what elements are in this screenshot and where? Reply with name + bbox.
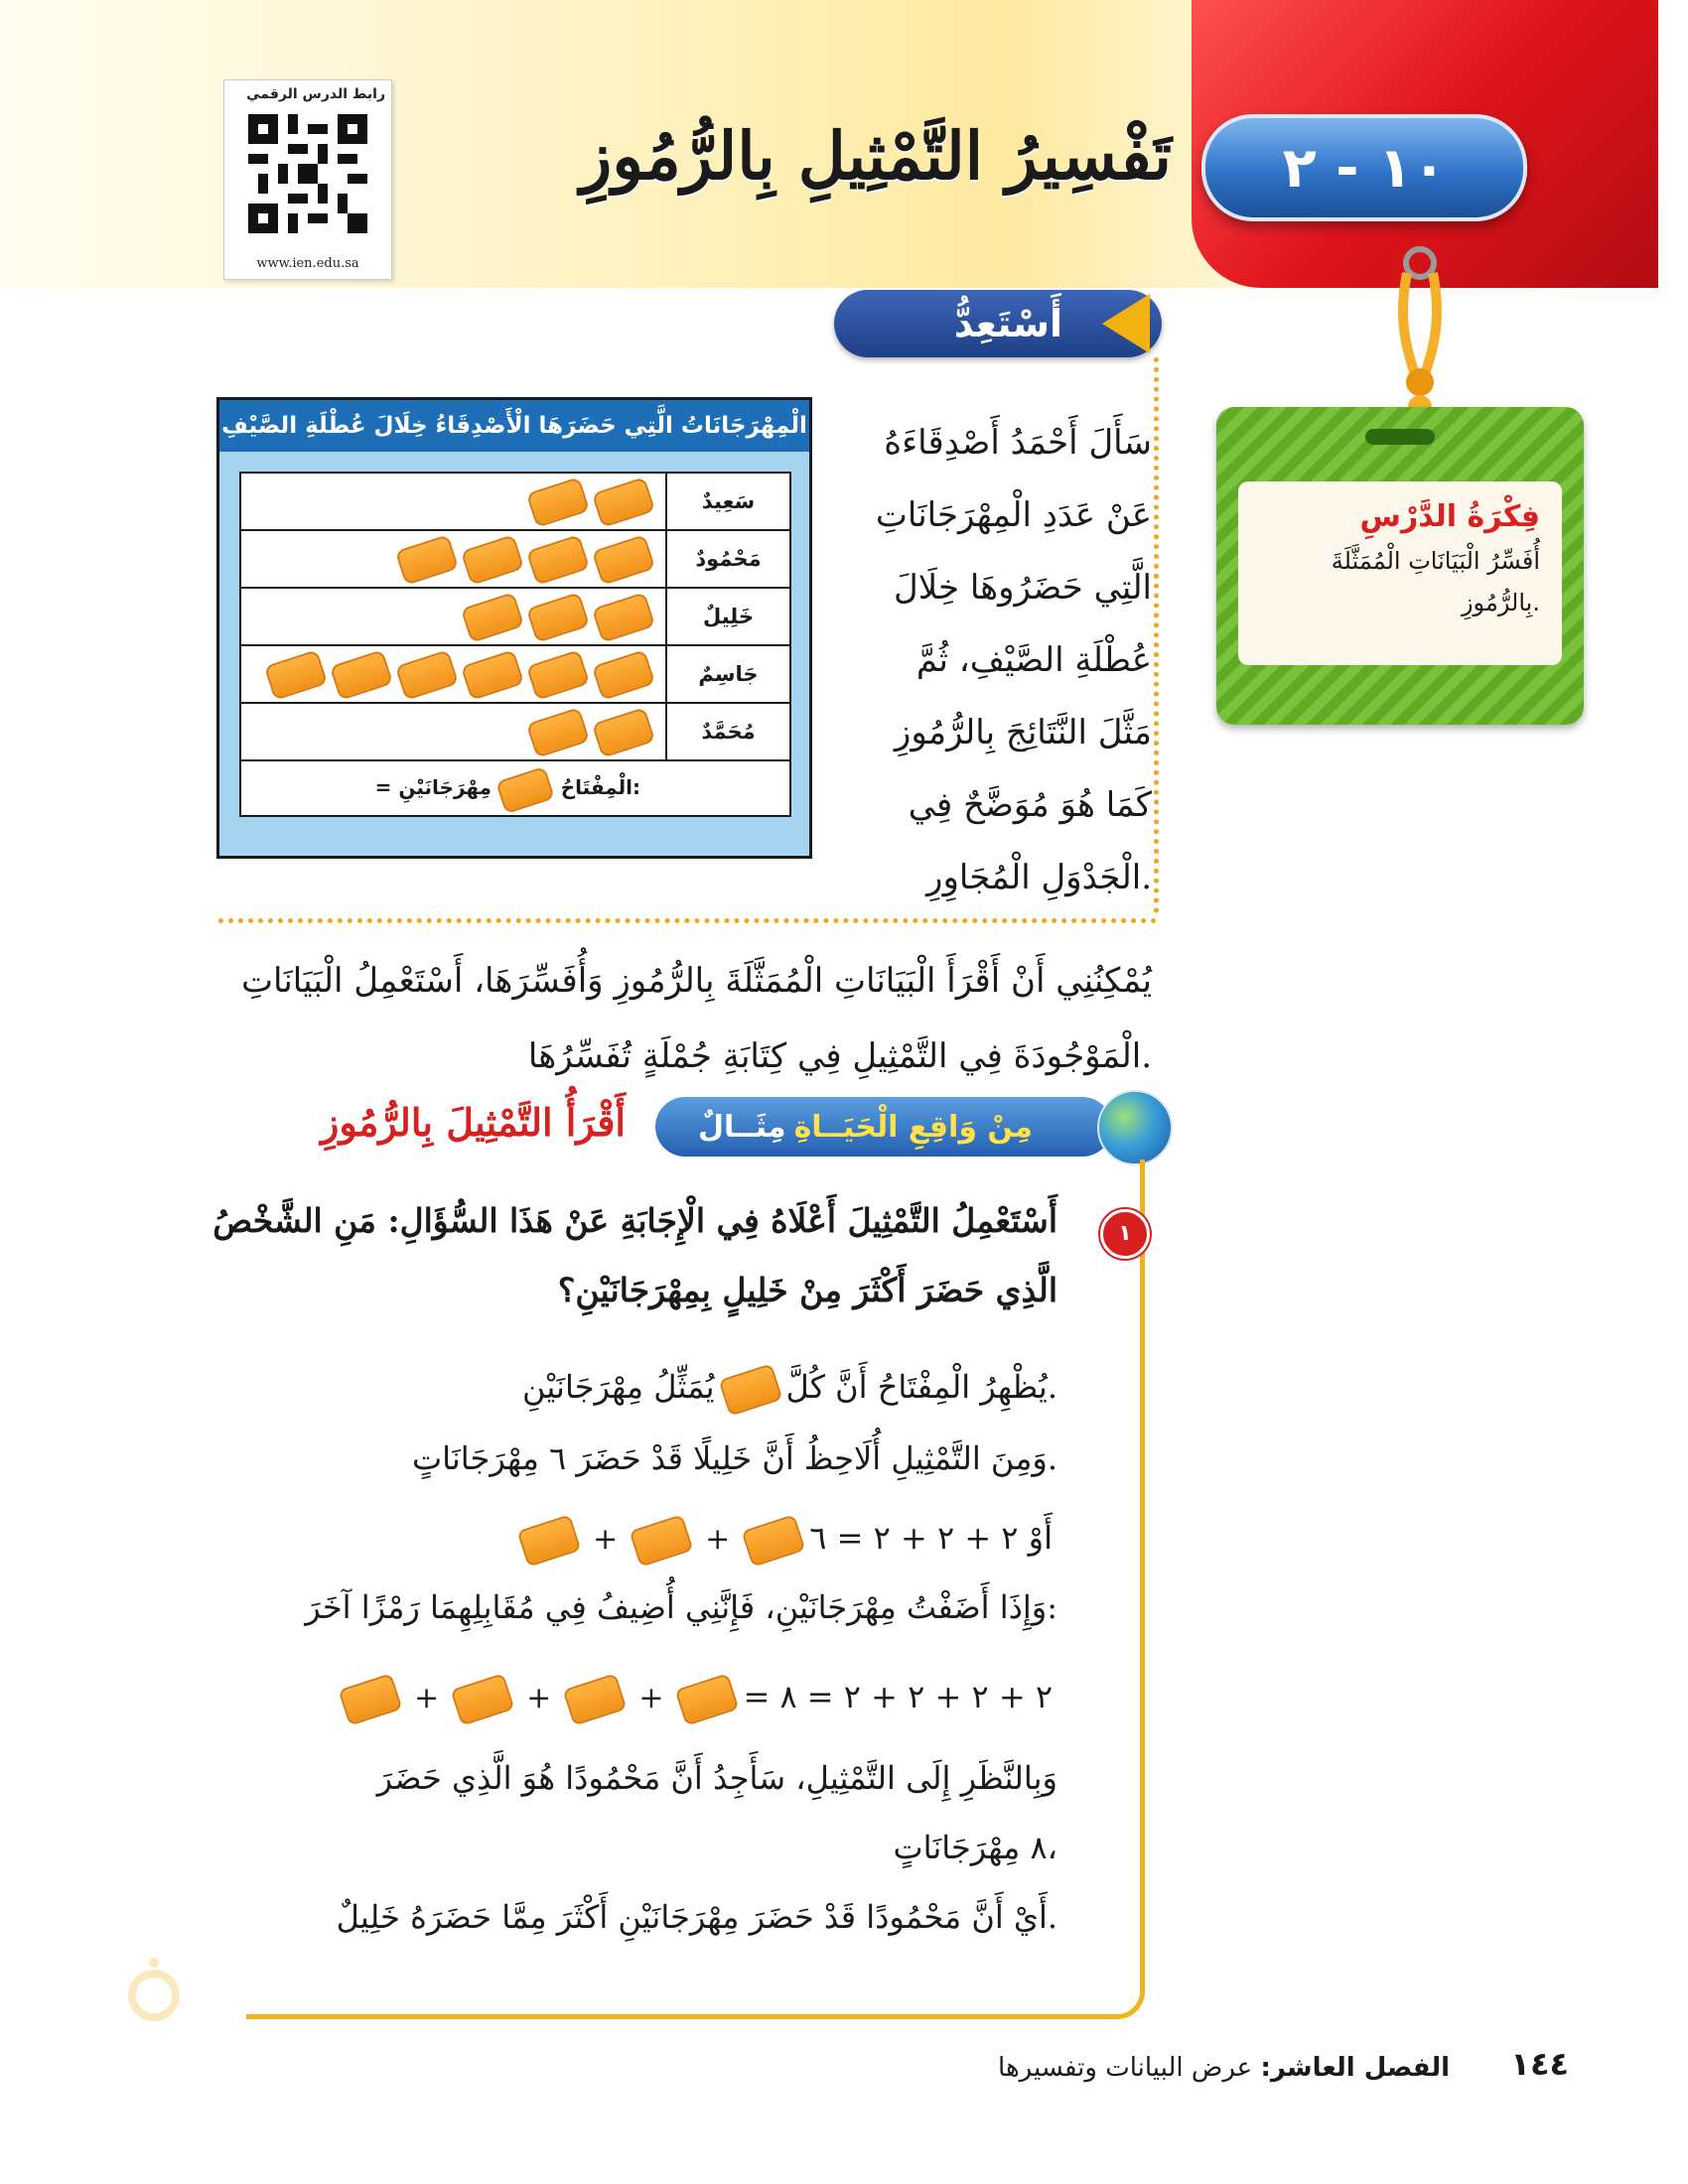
intro-line: عَنْ عَدَدِ الْمِهْرَجَانَاتِ [875, 495, 1152, 535]
chart-symbol-mark [526, 707, 590, 758]
chart-symbol-mark [461, 534, 524, 586]
dotted-divider-vertical [1154, 357, 1159, 913]
chart-row-symbols [241, 589, 665, 644]
symbol-icon [675, 1673, 740, 1725]
chart-symbol-mark [592, 592, 655, 643]
observe-line: وَمِنَ التَّمْثِيلِ أُلَاحِظُ أَنَّ خَلِيلًا قَدْ حَضَرَ ٦ مِهْرَجَانَاتٍ. [412, 1439, 1057, 1477]
add-symbol-line: وَإِذَا أَضَفْتُ مِهْرَجَانَيْنِ، فَإِنَّنِي أُضِيفُ فِي مُقَابِلِهِمَا رَمْزًا آخَرَ: [305, 1588, 1057, 1626]
chart-row-label: مُحَمَّدٌ [665, 704, 789, 759]
symbol-icon [718, 1363, 782, 1416]
plus-sign: + [526, 1681, 552, 1715]
equation-one [513, 1519, 1053, 1560]
lesson-idea-text [1260, 540, 1540, 623]
chart-symbol-mark [330, 649, 393, 701]
lesson-title: تَفْسِيرُ التَّمْثِيلِ بِالرُّمُوزِ [580, 117, 1172, 195]
intro-line: الْجَدْوَلِ الْمُجَاوِرِ. [926, 858, 1152, 897]
example-bar-accent: مِنْ وَاقِعِ الْحَيَــاةِ [793, 1109, 1033, 1145]
chart-symbol-mark [526, 649, 590, 701]
ready-label: أَسْتَعِدُّ [953, 302, 1062, 345]
chart-row [241, 704, 789, 761]
intro-paragraph [223, 943, 1152, 1094]
lesson-idea-card [1216, 407, 1584, 725]
chart-title: الْمِهْرَجَانَاتُ الَّتِي حَضَرَهَا الْأَصْدِقَاءُ خِلَالَ عُطْلَةِ الصَّيْفِ [219, 400, 809, 452]
chart-symbol-mark [395, 649, 459, 701]
chart-symbol-mark [526, 477, 590, 528]
chart-symbol-mark [592, 649, 655, 701]
chart-row-symbols [241, 531, 665, 587]
qr-panel[interactable] [223, 79, 392, 280]
symbol-icon [630, 1514, 694, 1567]
example-number-badge: ١ [1100, 1209, 1150, 1259]
plus-sign: + [414, 1681, 440, 1715]
chart-row-label: جَاسِمٌ [665, 646, 789, 702]
chart-symbol-mark [592, 707, 655, 758]
globe-icon [1097, 1090, 1173, 1165]
symbol-icon [451, 1673, 515, 1725]
footer-chapter-title: عرض البيانات وتفسيرها [998, 2053, 1253, 2083]
footer-chapter-label: الفصل العاشر: [1260, 2053, 1450, 2083]
question-line: الَّذِي حَضَرَ أَكْثَرَ مِنْ خَلِيلٍ بِمِهْرَجَانَيْنِ؟ [557, 1271, 1057, 1309]
chart-key-value: = مِهْرَجَانَيْنِ [374, 775, 492, 799]
plus-sign: + [592, 1522, 619, 1557]
question-line: أَسْتَعْمِلُ التَّمْثِيلَ أَعْلَاهُ فِي الْإِجَابَةِ عَنْ هَذَا السُّؤَالِ: مَنِ الشَّخْصُ [212, 1201, 1057, 1240]
chart-row [241, 531, 789, 589]
key-explanation-after: يُمَثِّلُ مِهْرَجَانَيْنِ. [522, 1368, 1057, 1406]
paragraph-line: يُمْكِنُنِي أَنْ أَقْرَأَ الْبَيَانَاتِ الْمُمَثَّلَةَ بِالرُّمُوزِ وَأُفَسِّرَهَا، أَسْتَعْمِلُ الْبَيَانَاتِ [240, 961, 1152, 1001]
lesson-idea-title: فِكْرَةُ الدَّرْسِ [1359, 499, 1540, 534]
chart-symbol-mark [461, 649, 524, 701]
conclusion-line: وَبِالنَّظَرِ إِلَى التَّمْثِيلِ، سَأَجِدُ أَنَّ مَحْمُودًا هُوَ الَّذِي حَضَرَ [376, 1759, 1057, 1797]
symbol-icon [516, 1514, 581, 1567]
chart-symbol-mark [264, 649, 328, 701]
dotted-divider-horizontal [218, 918, 1157, 923]
equation-one-tail: أَوْ ٢ + ٢ + ٢ = ٦ [809, 1519, 1053, 1557]
card-hole [1365, 429, 1435, 445]
lesson-idea-line: أُفَسِّرُ الْبَيَانَاتِ الْمُمَثَّلَةَ [1331, 547, 1540, 575]
chart-key-label: الْمِفْتَاحُ: [560, 775, 640, 799]
key-explanation-line [522, 1368, 1057, 1409]
intro-line: عُطْلَةِ الصَّيْفِ، ثُمَّ [915, 640, 1152, 680]
intro-line: كَمَا هُوَ مُوَضَّحٌ فِي [908, 785, 1152, 825]
plus-sign: + [705, 1522, 731, 1557]
chart-symbol-mark [526, 534, 590, 586]
section-title: أَقْرَأُ التَّمْثِيلَ بِالرُّمُوزِ [320, 1100, 626, 1145]
chart-symbol-mark [592, 534, 655, 586]
paragraph-line: الْمَوْجُودَةَ فِي التَّمْثِيلِ فِي كِتَابَةِ جُمْلَةٍ تُفَسِّرُهَا. [527, 1036, 1152, 1076]
intro-line: مَثَّلَ النَّتَائِجَ بِالرُّمُوزِ [894, 713, 1152, 752]
lesson-number: ١٠ - ٢ [1282, 135, 1447, 201]
lesson-number-badge [1201, 114, 1527, 221]
lesson-idea-line: بِالرُّمُوزِ. [1461, 589, 1540, 616]
symbol-icon [339, 1673, 403, 1725]
pictograph-chart [216, 397, 812, 859]
intro-line: الَّتِي حَضَرُوهَا خِلَالَ [894, 568, 1152, 608]
ready-arrow-icon [1102, 294, 1150, 353]
page-number: ١٤٤ [1510, 2045, 1569, 2083]
qr-label: رابط الدرس الرقمي [246, 86, 385, 102]
chart-symbol-mark [461, 592, 524, 643]
intro-line: سَأَلَ أَحْمَدُ أَصْدِقَاءَهُ [884, 423, 1152, 463]
chart-row [241, 474, 789, 531]
chart-table [239, 472, 791, 817]
chart-row-symbols [241, 704, 665, 759]
conclusion-line: ٨ مِهْرَجَانَاتٍ، [893, 1829, 1057, 1866]
lesson-idea-box [1238, 481, 1562, 665]
lanyard-icon [1385, 243, 1455, 432]
chart-row-label: خَلِيلٌ [665, 589, 789, 644]
symbol-icon [563, 1673, 628, 1725]
qr-code-icon [248, 114, 367, 233]
chart-row-label: مَحْمُودٌ [665, 531, 789, 587]
qr-url[interactable]: www.ien.edu.sa [256, 256, 359, 271]
plus-sign: + [638, 1681, 664, 1715]
chart-row [241, 646, 789, 704]
intro-text [844, 407, 1152, 914]
symbol-icon [742, 1514, 806, 1567]
chart-symbol-mark [592, 477, 655, 528]
chart-symbol-mark [526, 592, 590, 643]
chart-row-symbols [241, 474, 665, 529]
chart-key-symbol-icon [495, 766, 555, 814]
footer-chapter [894, 2053, 1450, 2083]
equation-two [335, 1678, 1053, 1718]
chart-row [241, 589, 789, 646]
chart-key [241, 761, 789, 817]
key-explanation-before: يُظْهِرُ الْمِفْتَاحُ أَنَّ كُلَّ [785, 1368, 1048, 1406]
example-bar-label: مِثَــالٌ [697, 1109, 786, 1145]
conclusion-line: أَيْ أَنَّ مَحْمُودًا قَدْ حَضَرَ مِهْرَجَانَيْنِ أَكْثَرَ مِمَّا حَضَرَهُ خَلِيلٌ. [336, 1898, 1057, 1936]
example-bar [655, 1097, 1112, 1157]
chart-symbol-mark [395, 534, 459, 586]
publisher-watermark-icon [124, 1951, 184, 2030]
chart-row-label: سَعِيدٌ [665, 474, 789, 529]
chart-row-symbols [241, 646, 665, 702]
equation-two-tail: = ٢ + ٢ + ٢ + ٢ = ٨ [743, 1678, 1053, 1715]
